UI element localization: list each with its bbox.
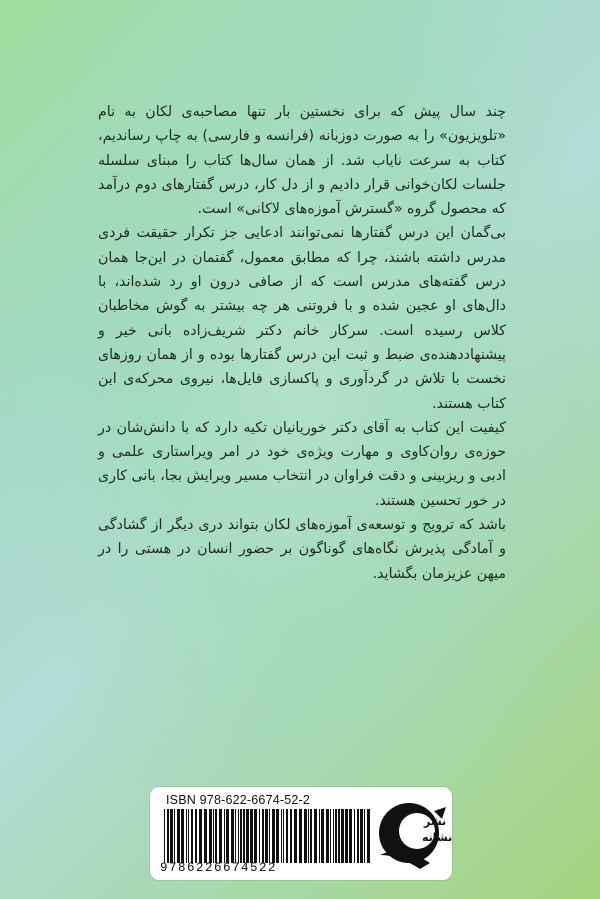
- barcode-bar: [219, 809, 222, 863]
- barcode-bar: [186, 809, 187, 863]
- barcode-bar: [195, 809, 197, 863]
- publisher-logo: [372, 793, 452, 875]
- barcode-bar: [338, 809, 340, 863]
- barcode-bar: [364, 809, 365, 863]
- publisher-name-line2: نشانه: [422, 831, 453, 844]
- barcode-bar: [294, 809, 297, 863]
- blurb-paragraph-3: کیفیت این کتاب به آقای دکتر خوریانیان تکیه دارد که با دانش‌شان در حوزه‌ی روان‌کاوی و مهارت ویژه‌ی خود در امر ویراستاری علمی و ادبی و ریزبینی و دقت فراوان در انتخاب مسیر ویرایش بجا، بانی کاری در خور تحسین هستند.: [98, 419, 506, 509]
- barcode-bar: [349, 809, 352, 863]
- barcode-bar: [246, 809, 249, 863]
- barcode-bars: [162, 809, 370, 863]
- barcode-bar: [321, 809, 324, 863]
- blurb-paragraph-1: چند سال پیش که برای نخستین بار تنها مصاحبه‌ی لکان به نام «تلویزیون» را به صورت دوزبانه (فرانسه و فارسی) به چاپ رساندیم، کتاب به سرعت نایاب شد. از همان سال‌ها کتاب را مبنای سلسله جلسات لکان‌خوانی قرار دادیم و از دل کار، درس گفتارهای دوم درآمد که محصول گروه «گسترش آموزه‌های لاکانی» است.: [98, 104, 506, 218]
- barcode-bar: [174, 809, 175, 863]
- barcode-bar: [235, 809, 236, 863]
- barcode-bar: [276, 809, 279, 863]
- barcode-bar: [177, 809, 180, 863]
- barcode-bar: [215, 809, 217, 863]
- barcode-bar: [240, 809, 242, 863]
- barcode-bar: [367, 809, 370, 863]
- barcode-bar: [308, 809, 309, 863]
- barcode-bar: [243, 809, 245, 863]
- barcode-bar: [319, 809, 320, 863]
- barcode-bar: [167, 809, 169, 863]
- barcode-bar: [209, 809, 212, 863]
- isbn-number: ISBN 978-622-6674-52-2: [166, 793, 311, 807]
- blurb-paragraph-2: بی‌گمان این درس گفتارها نمی‌توانند ادعایی جز تکرار حقیقت فردی مدرس داشته باشند، چرا که مطابق معمول، گفتمان در این‌جا همان درس گفته‌های مدرس است که از صافی درون او رد شده‌اند، با دال‌های او عجین شده و با فروتنی هر چه بیشتر به گوش مخاطبان کلاس رسیده است. سرکار خانم دکتر شریف‌زاده بانی خیر و پیشنهاددهنده‌ی ضبط و ثبت این درس گفتارها بوده و از همان روزهای نخست با تلاش در گردآوری و پاکسازی فایل‌ها، نیروی محرکه‌ی این کتاب هستند.: [98, 225, 506, 412]
- barcode-bar: [345, 809, 348, 863]
- barcode-bar: [354, 809, 355, 863]
- barcode-bar: [357, 809, 359, 863]
- blurb-paragraph-4: باشد که ترویج و توسعه‌ی آموزه‌های لکان بتواند دری دیگر از گشادگی و آمادگی پذیرش نگاه‌های گوناگون بر حضور انسان در هستی را در میهن عزیزمان بگشاید.: [98, 517, 506, 582]
- barcode-digits: 9786226674522: [160, 861, 278, 875]
- barcode-bar: [326, 809, 329, 863]
- barcode-bar: [231, 809, 234, 863]
- barcode-bar: [213, 809, 214, 863]
- barcode-bar: [304, 809, 307, 863]
- publisher-name-line1: نشر: [424, 815, 447, 828]
- barcode-label: [150, 787, 452, 880]
- barcode-bar: [226, 809, 229, 863]
- barcode-bar: [283, 809, 284, 863]
- barcode-bar: [341, 809, 344, 863]
- blurb-text: [98, 100, 506, 586]
- barcode-bar: [191, 809, 193, 863]
- barcode-bar: [310, 809, 312, 863]
- barcode-bar: [333, 809, 334, 863]
- barcode-bar: [265, 809, 268, 863]
- barcode-bar: [272, 809, 275, 863]
- barcode-bar: [254, 809, 257, 863]
- barcode-bar: [199, 809, 202, 863]
- barcode-bar: [286, 809, 288, 863]
- barcode-bar: [360, 809, 363, 863]
- barcode-bar: [269, 809, 270, 863]
- barcode-bar: [170, 809, 173, 863]
- barcode-bar: [314, 809, 317, 863]
- barcode-bar: [181, 809, 184, 863]
- barcode-bar: [238, 809, 239, 863]
- barcode-bar: [330, 809, 331, 863]
- barcode-bar: [290, 809, 292, 863]
- barcode-bar: [188, 809, 189, 863]
- barcode-bar: [259, 809, 260, 863]
- barcode-bar: [262, 809, 264, 863]
- barcode-bar: [281, 809, 282, 863]
- barcode-bar: [250, 809, 253, 863]
- barcode-bar: [204, 809, 207, 863]
- barcode-bar: [164, 809, 165, 863]
- barcode-bar: [299, 809, 302, 863]
- barcode-bar: [335, 809, 337, 863]
- barcode-bar: [224, 809, 225, 863]
